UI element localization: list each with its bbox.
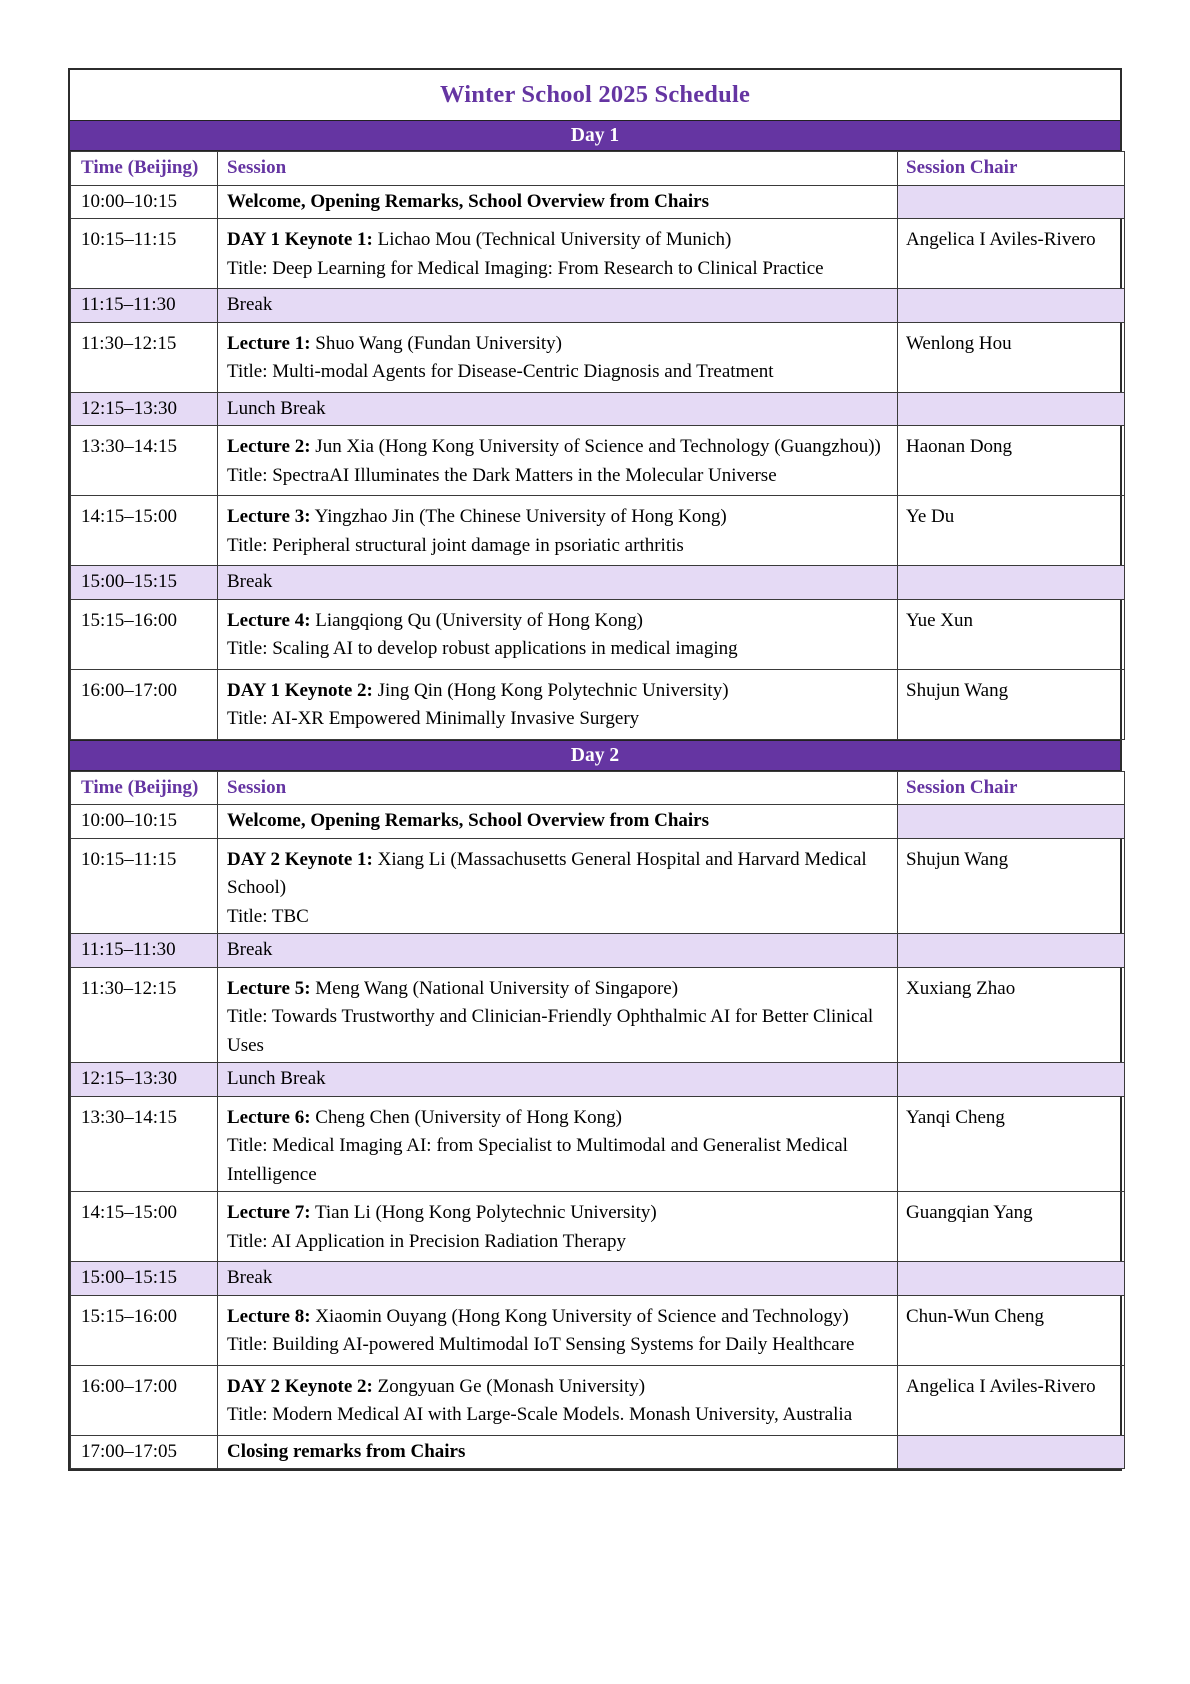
session-label: DAY 1 Keynote 2: [227, 679, 373, 701]
chair-name: Shujun Wang [906, 679, 1009, 701]
session-cell [218, 934, 898, 968]
time-cell [71, 1262, 218, 1296]
session-cell [218, 289, 898, 323]
time-cell [71, 669, 218, 739]
chair-cell [898, 289, 1125, 323]
table-row [71, 1192, 1125, 1262]
chair-name: Angelica I Aviles-Rivero [906, 1375, 1096, 1397]
session-cell [218, 392, 898, 426]
table-row [71, 967, 1125, 1063]
table-row [71, 322, 1125, 392]
column-header-label: Session Chair [906, 776, 1018, 798]
table-row [71, 566, 1125, 600]
column-header-row [71, 771, 1125, 805]
session-speaker: Jun Xia (Hong Kong University of Science and Technology (Guangzhou)) [310, 436, 881, 457]
time-range: 12:15–13:30 [81, 1068, 178, 1089]
time-range: 15:00–15:15 [81, 571, 178, 592]
chair-cell [898, 322, 1125, 392]
time-cell [71, 967, 218, 1063]
session-title: Title: Peripheral structural joint damage in psoriatic arthritis [227, 534, 684, 556]
session-cell [218, 566, 898, 600]
time-cell [71, 289, 218, 323]
time-range: 11:30–12:15 [81, 977, 177, 999]
table-row [71, 185, 1125, 219]
session-speaker: Liangqiong Qu (University of Hong Kong) [310, 609, 644, 631]
session-cell [218, 322, 898, 392]
time-range: 15:00–15:15 [81, 1267, 178, 1288]
session-title: Title: Towards Trustworthy and Clinician-Friendly Ophthalmic AI for Better Clinical Uses [227, 1006, 874, 1056]
session-title: Title: AI-XR Empowered Minimally Invasive Surgery [227, 708, 640, 729]
column-header-row [71, 152, 1125, 186]
session-cell [218, 1063, 898, 1097]
time-cell [71, 496, 218, 566]
session-cell [218, 185, 898, 219]
session-speaker: Break [227, 1267, 273, 1288]
time-cell [71, 838, 218, 934]
session-label: Lecture 6: [227, 1106, 311, 1128]
time-range: 10:15–11:15 [81, 848, 177, 870]
session-label: Welcome, Opening Remarks, School Overview from Chairs [227, 810, 709, 831]
chair-cell [898, 805, 1125, 839]
time-cell [71, 322, 218, 392]
time-range: 13:30–14:15 [81, 436, 178, 457]
time-cell [71, 566, 218, 600]
column-header-time [71, 152, 218, 186]
table-row [71, 496, 1125, 566]
time-cell [71, 934, 218, 968]
chair-name: Chun-Wun Cheng [906, 1305, 1045, 1327]
table-row [71, 1262, 1125, 1296]
session-speaker: Zongyuan Ge (Monash University) [372, 1375, 646, 1397]
column-header-label: Session [227, 776, 287, 798]
session-label: Lecture 4: [227, 609, 311, 631]
time-range: 14:15–15:00 [81, 506, 178, 527]
chair-cell [898, 566, 1125, 600]
table-row [71, 392, 1125, 426]
session-cell [218, 219, 898, 289]
table-row [71, 838, 1125, 934]
table-row [71, 219, 1125, 289]
time-cell [71, 599, 218, 669]
session-label: Lecture 7: [227, 1202, 311, 1223]
time-range: 10:15–11:15 [81, 229, 177, 250]
session-speaker: Xiang Li (Massachusetts General Hospital and Harvard Medical School) [227, 848, 867, 898]
session-speaker: Lunch Break [227, 1068, 326, 1089]
chair-name: Haonan Dong [906, 436, 1013, 457]
session-title: Title: Modern Medical AI with Large-Scale Models. Monash University, Australia [227, 1404, 853, 1425]
session-speaker: Break [227, 571, 273, 592]
time-cell [71, 426, 218, 496]
table-row [71, 1295, 1125, 1365]
chair-name: Ye Du [906, 506, 955, 527]
chair-cell [898, 185, 1125, 219]
chair-cell [898, 1096, 1125, 1192]
time-cell [71, 805, 218, 839]
session-title: Title: Building AI-powered Multimodal IoT Sensing Systems for Daily Healthcare [227, 1334, 855, 1355]
chair-name: Angelica I Aviles-Rivero [906, 229, 1096, 250]
time-range: 16:00–17:00 [81, 679, 178, 701]
session-label: Welcome, Opening Remarks, School Overview from Chairs [227, 190, 709, 212]
session-label: Lecture 2: [227, 436, 311, 457]
column-header-chair [898, 152, 1125, 186]
session-cell [218, 1435, 898, 1469]
session-speaker: Break [227, 939, 273, 960]
table-row [71, 1096, 1125, 1192]
time-range: 10:00–10:15 [81, 810, 178, 831]
session-cell [218, 1365, 898, 1435]
time-range: 15:15–16:00 [81, 609, 178, 631]
column-header-label: Time (Beijing) [81, 157, 199, 178]
time-cell [71, 1295, 218, 1365]
chair-cell [898, 669, 1125, 739]
table-row [71, 1063, 1125, 1097]
session-label: Lecture 8: [227, 1305, 311, 1327]
session-cell [218, 805, 898, 839]
session-cell [218, 1262, 898, 1296]
time-range: 13:30–14:15 [81, 1106, 178, 1128]
time-cell [71, 1192, 218, 1262]
session-speaker: Shuo Wang (Fundan University) [310, 332, 562, 354]
session-speaker: Tian Li (Hong Kong Polytechnic University) [310, 1202, 657, 1223]
session-cell [218, 967, 898, 1063]
column-header-label: Session [227, 157, 287, 178]
day-section [70, 120, 1120, 740]
table-row [71, 1435, 1125, 1469]
session-title: Title: Deep Learning for Medical Imaging: From Research to Clinical Practice [227, 257, 824, 279]
chair-cell [898, 838, 1125, 934]
time-cell [71, 219, 218, 289]
day-section [70, 740, 1120, 1470]
session-cell [218, 1295, 898, 1365]
time-range: 12:15–13:30 [81, 397, 178, 419]
chair-name: Yanqi Cheng [906, 1106, 1005, 1128]
chair-cell [898, 219, 1125, 289]
session-speaker: Lichao Mou (Technical University of Munich) [372, 229, 732, 250]
time-range: 16:00–17:00 [81, 1375, 178, 1397]
session-speaker: Lunch Break [227, 397, 326, 419]
table-row [71, 669, 1125, 739]
page-title: Winter School 2025 Schedule [439, 81, 751, 108]
table-row [71, 1365, 1125, 1435]
session-speaker: Meng Wang (National University of Singapore) [310, 977, 679, 999]
time-range: 11:15–11:30 [81, 294, 176, 315]
day-header-bar: Day 2 [70, 740, 1120, 771]
table-row [71, 599, 1125, 669]
session-speaker: Cheng Chen (University of Hong Kong) [310, 1106, 622, 1128]
schedule-table [70, 151, 1125, 740]
chair-cell [898, 1365, 1125, 1435]
time-cell [71, 1096, 218, 1192]
chair-cell [898, 1262, 1125, 1296]
time-cell [71, 1063, 218, 1097]
chair-name: Shujun Wang [906, 848, 1009, 870]
session-speaker: Yingzhao Jin (The Chinese University of Hong Kong) [310, 506, 727, 527]
session-title: Title: Multi-modal Agents for Disease-Centric Diagnosis and Treatment [227, 361, 774, 382]
session-label: DAY 2 Keynote 2: [227, 1375, 373, 1397]
session-title: Title: Medical Imaging AI: from Specialist to Multimodal and Generalist Medical Intelligence [227, 1135, 848, 1185]
session-speaker: Break [227, 294, 273, 315]
table-row [71, 934, 1125, 968]
session-title: Title: AI Application in Precision Radiation Therapy [227, 1230, 626, 1252]
table-row [71, 426, 1125, 496]
session-cell [218, 599, 898, 669]
time-range: 11:15–11:30 [81, 939, 176, 960]
column-header-session [218, 771, 898, 805]
chair-cell [898, 1063, 1125, 1097]
day-header-bar: Day 1 [70, 120, 1120, 151]
chair-cell [898, 934, 1125, 968]
column-header-session [218, 152, 898, 186]
chair-cell [898, 392, 1125, 426]
time-range: 11:30–12:15 [81, 332, 177, 354]
column-header-label: Session Chair [906, 157, 1018, 178]
session-label: DAY 2 Keynote 1: [227, 848, 373, 870]
column-header-chair [898, 771, 1125, 805]
table-row [71, 289, 1125, 323]
chair-cell [898, 599, 1125, 669]
time-range: 17:00–17:05 [81, 1440, 178, 1462]
session-label: Lecture 5: [227, 977, 311, 999]
chair-name: Guangqian Yang [906, 1202, 1033, 1223]
chair-cell [898, 1192, 1125, 1262]
session-label: Closing remarks from Chairs [227, 1440, 466, 1462]
chair-cell [898, 967, 1125, 1063]
time-cell [71, 185, 218, 219]
session-label: Lecture 1: [227, 332, 311, 354]
session-cell [218, 838, 898, 934]
chair-cell [898, 426, 1125, 496]
time-cell [71, 1365, 218, 1435]
chair-name: Xuxiang Zhao [906, 977, 1016, 999]
session-speaker: Jing Qin (Hong Kong Polytechnic University) [372, 679, 729, 701]
time-cell [71, 1435, 218, 1469]
session-title: Title: Scaling AI to develop robust applications in medical imaging [227, 638, 738, 659]
column-header-label: Time (Beijing) [81, 776, 199, 798]
chair-cell [898, 496, 1125, 566]
session-cell [218, 426, 898, 496]
session-cell [218, 1096, 898, 1192]
time-range: 14:15–15:00 [81, 1202, 178, 1223]
session-title: Title: TBC [227, 905, 309, 927]
time-range: 10:00–10:15 [81, 190, 178, 212]
chair-name: Wenlong Hou [906, 332, 1012, 354]
table-row [71, 805, 1125, 839]
time-range: 15:15–16:00 [81, 1305, 178, 1327]
schedule-days [70, 120, 1120, 1469]
schedule-table [70, 771, 1125, 1470]
schedule-document [68, 68, 1122, 1471]
session-label: Lecture 3: [227, 506, 311, 527]
session-cell [218, 496, 898, 566]
session-title: Title: SpectraAI Illuminates the Dark Matters in the Molecular Universe [227, 464, 777, 486]
session-cell [218, 1192, 898, 1262]
session-speaker: Xiaomin Ouyang (Hong Kong University of Science and Technology) [310, 1305, 849, 1327]
column-header-time [71, 771, 218, 805]
time-cell [71, 392, 218, 426]
chair-name: Yue Xun [906, 609, 974, 631]
session-cell [218, 669, 898, 739]
session-label: DAY 1 Keynote 1: [227, 229, 373, 250]
chair-cell [898, 1435, 1125, 1469]
chair-cell [898, 1295, 1125, 1365]
